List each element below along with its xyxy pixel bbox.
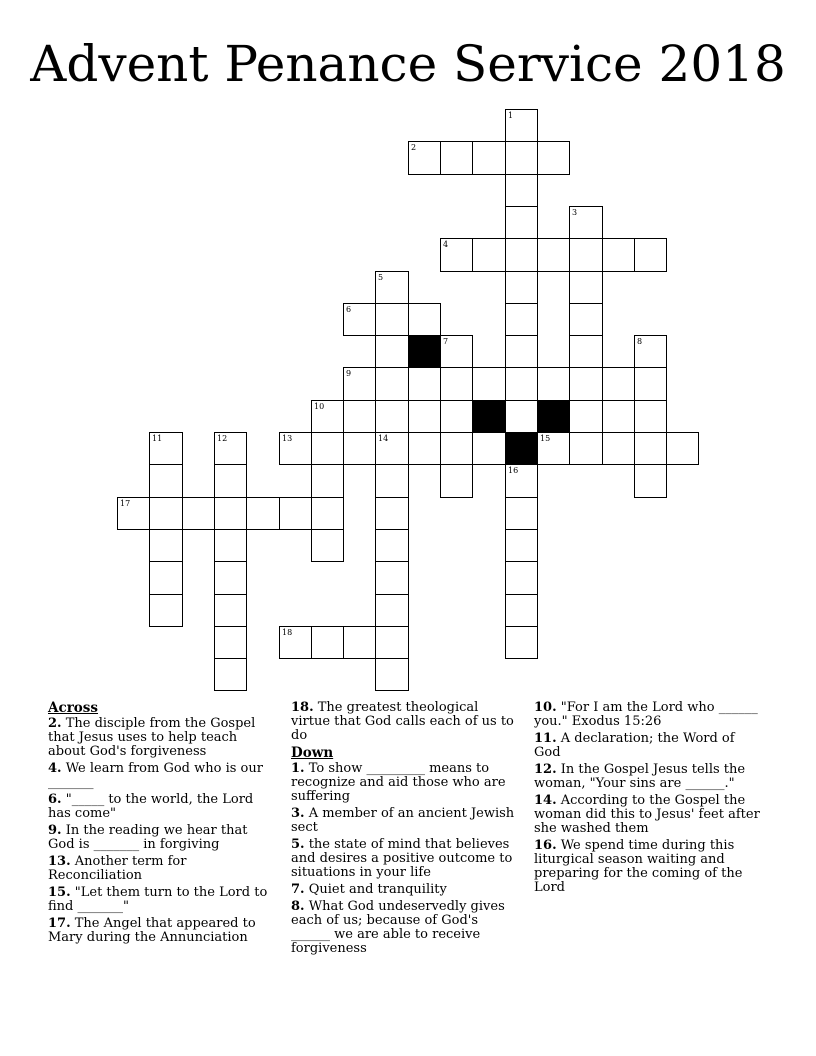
clue-text: The disciple from the Gospel that Jesus uses to help teach about God's forgiveness (48, 716, 256, 759)
clue-label: 16. (534, 838, 557, 853)
clue-number: 5 (378, 273, 384, 282)
grid-cell[interactable] (440, 432, 473, 465)
clue-number: 18 (282, 628, 293, 637)
clue-label: 1. (291, 761, 305, 776)
grid-cell[interactable] (311, 626, 344, 659)
grid-cell[interactable] (375, 464, 409, 498)
clue-number: 6 (346, 305, 352, 314)
clue-number: 12 (217, 434, 228, 443)
grid-cell[interactable] (375, 335, 409, 368)
clue-text: According to the Gospel the woman did this to Jesus' feet after she washed them (534, 793, 760, 836)
grid-cell[interactable] (440, 400, 473, 433)
grid-cell[interactable] (634, 432, 667, 465)
grid-cell[interactable] (505, 174, 538, 207)
clue-number: 13 (282, 434, 293, 443)
grid-cell[interactable] (149, 464, 183, 498)
grid-cell[interactable] (569, 206, 603, 239)
grid-cell[interactable] (569, 303, 603, 336)
across-clue (48, 762, 276, 790)
grid-cell[interactable] (149, 594, 183, 627)
black-cell (472, 400, 506, 433)
clue-text: Quiet and tranquility (304, 882, 447, 897)
grid-cell[interactable] (634, 400, 667, 433)
clue-number: 9 (346, 369, 352, 378)
grid-cell[interactable] (472, 432, 506, 465)
grid-cell[interactable] (408, 432, 441, 465)
clue-text: In the Gospel Jesus tells the woman, "Your sins are ______." (534, 762, 746, 791)
grid-cell[interactable] (408, 141, 441, 175)
grid-cell[interactable] (505, 303, 538, 336)
grid-cell[interactable] (505, 238, 538, 272)
grid-cell[interactable] (375, 497, 409, 530)
across-clue (48, 855, 276, 883)
grid-cell[interactable] (214, 658, 247, 691)
down-clue (291, 807, 519, 835)
clue-label: 13. (48, 854, 71, 869)
clue-text: In the reading we hear that God is _______ in forgiving (48, 823, 248, 852)
grid-cell[interactable] (343, 626, 376, 659)
down-clue (534, 839, 762, 895)
across-clue (48, 824, 276, 852)
grid-cell[interactable] (505, 141, 538, 175)
grid-cell[interactable] (182, 497, 215, 530)
clue-label: 2. (48, 716, 62, 731)
clue-label: 10. (534, 700, 557, 715)
grid-cell[interactable] (634, 335, 667, 368)
down-clue (534, 763, 762, 791)
grid-cell[interactable] (569, 335, 603, 368)
black-cell (408, 335, 441, 368)
grid-cell[interactable] (149, 497, 183, 530)
grid-cell[interactable] (279, 432, 312, 465)
grid-cell[interactable] (279, 626, 312, 659)
clue-number: 2 (411, 143, 417, 152)
grid-cell[interactable] (505, 529, 538, 562)
clue-text: Another term for Reconciliation (48, 854, 187, 883)
down-clue (291, 883, 519, 897)
grid-cell[interactable] (569, 432, 603, 465)
grid-cell[interactable] (343, 303, 376, 336)
grid-cell[interactable] (472, 238, 506, 272)
down-clue (534, 732, 762, 760)
across-clue (48, 793, 276, 821)
grid-cell[interactable] (505, 109, 538, 142)
grid-cell[interactable] (505, 497, 538, 530)
grid-cell[interactable] (311, 497, 344, 530)
black-cell (505, 432, 538, 465)
grid-cell[interactable] (343, 432, 376, 465)
grid-cell[interactable] (505, 206, 538, 239)
clue-label: 11. (534, 731, 557, 746)
grid-cell[interactable] (505, 626, 538, 659)
clue-label: 3. (291, 806, 305, 821)
grid-cell[interactable] (149, 561, 183, 595)
grid-cell[interactable] (634, 367, 667, 401)
black-cell (537, 400, 570, 433)
clue-text: "Let them turn to the Lord to find _______" (48, 885, 268, 914)
grid-cell[interactable] (569, 238, 603, 272)
clue-label: 9. (48, 823, 62, 838)
grid-cell[interactable] (537, 141, 570, 175)
grid-cell[interactable] (569, 271, 603, 304)
clue-label: 6. (48, 792, 62, 807)
grid-cell[interactable] (537, 432, 570, 465)
clue-number: 7 (443, 337, 449, 346)
clue-number: 3 (572, 208, 578, 217)
grid-cell[interactable] (343, 367, 376, 401)
grid-cell[interactable] (311, 432, 344, 465)
grid-cell[interactable] (602, 238, 635, 272)
clue-number: 8 (637, 337, 643, 346)
grid-cell[interactable] (408, 400, 441, 433)
grid-cell[interactable] (537, 367, 570, 401)
grid-cell[interactable] (279, 497, 312, 530)
grid-cell[interactable] (634, 238, 667, 272)
grid-cell[interactable] (505, 594, 538, 627)
grid-cell[interactable] (602, 432, 635, 465)
grid-cell[interactable] (472, 367, 506, 401)
clue-number: 10 (314, 402, 325, 411)
clue-text: What God undeservedly gives each of us; because of God's ______ we are able to receive forgiveness (291, 899, 505, 956)
grid-cell[interactable] (214, 432, 247, 465)
grid-cell[interactable] (214, 464, 247, 498)
grid-cell[interactable] (246, 497, 280, 530)
grid-cell[interactable] (440, 238, 473, 272)
down-clue (291, 762, 519, 804)
grid-cell[interactable] (375, 594, 409, 627)
clue-label: 8. (291, 899, 305, 914)
clue-text: The greatest theological virtue that God calls each of us to do (291, 700, 514, 743)
grid-cell[interactable] (666, 432, 699, 465)
grid-cell[interactable] (375, 626, 409, 659)
clue-text: The Angel that appeared to Mary during the Annunciation (48, 916, 256, 945)
grid-cell[interactable] (375, 529, 409, 562)
across-clue (48, 886, 276, 914)
clue-number: 4 (443, 240, 449, 249)
grid-cell[interactable] (375, 400, 409, 433)
clue-label: 17. (48, 916, 71, 931)
clue-text: We spend time during this liturgical season waiting and preparing for the coming of the Lord (534, 838, 743, 895)
clue-text: A member of an ancient Jewish sect (291, 806, 515, 835)
grid-cell[interactable] (214, 594, 247, 627)
grid-cell[interactable] (117, 497, 150, 530)
grid-cell[interactable] (408, 303, 441, 336)
clue-label: 7. (291, 882, 305, 897)
grid-cell[interactable] (505, 400, 538, 433)
clue-number: 1 (508, 111, 514, 120)
grid-cell[interactable] (375, 271, 409, 304)
grid-cell[interactable] (375, 367, 409, 401)
clue-label: 14. (534, 793, 557, 808)
grid-cell[interactable] (214, 626, 247, 659)
grid-cell[interactable] (375, 561, 409, 595)
grid-cell[interactable] (537, 238, 570, 272)
grid-cell[interactable] (408, 367, 441, 401)
clue-number: 15 (540, 434, 551, 443)
grid-cell[interactable] (149, 432, 183, 465)
grid-cell[interactable] (440, 141, 473, 175)
clue-text: We learn from God who is our _______ (48, 761, 263, 790)
grid-cell[interactable] (375, 432, 409, 465)
grid-cell[interactable] (375, 303, 409, 336)
clue-label: 12. (534, 762, 557, 777)
clue-label: 15. (48, 885, 71, 900)
grid-cell[interactable] (634, 464, 667, 498)
grid-cell[interactable] (440, 335, 473, 368)
clue-text: "For I am the Lord who ______ you." Exodus 15:26 (534, 700, 758, 729)
grid-cell[interactable] (505, 464, 538, 498)
clue-text: the state of mind that believes and desires a positive outcome to situations in your life (291, 837, 513, 880)
down-clue (291, 900, 519, 956)
clues-column-1 (48, 701, 276, 948)
grid-cell[interactable] (505, 561, 538, 595)
across-clue (48, 717, 276, 759)
grid-cell[interactable] (311, 464, 344, 498)
across-clue (291, 701, 519, 743)
grid-cell[interactable] (214, 561, 247, 595)
grid-cell[interactable] (505, 335, 538, 368)
grid-cell[interactable] (311, 400, 344, 433)
clue-text: To show _________ means to recognize and aid those who are suffering (291, 761, 506, 804)
down-clue (534, 701, 762, 729)
clue-number: 14 (378, 434, 389, 443)
grid-cell[interactable] (602, 367, 635, 401)
clue-number: 11 (152, 434, 163, 443)
across-clue (48, 917, 276, 945)
clue-number: 16 (508, 466, 519, 475)
grid-cell[interactable] (214, 529, 247, 562)
grid-cell[interactable] (311, 529, 344, 562)
down-clue (534, 794, 762, 836)
grid-cell[interactable] (343, 400, 376, 433)
grid-cell[interactable] (149, 529, 183, 562)
grid-cell[interactable] (569, 400, 603, 433)
clue-number: 17 (120, 499, 131, 508)
grid-cell[interactable] (440, 464, 473, 498)
grid-cell[interactable] (375, 658, 409, 691)
grid-cell[interactable] (569, 367, 603, 401)
grid-cell[interactable] (472, 141, 506, 175)
clue-text: A declaration; the Word of God (534, 731, 735, 760)
grid-cell[interactable] (214, 497, 247, 530)
across-heading: Across (48, 700, 99, 716)
clue-label: 4. (48, 761, 62, 776)
clues-column-2 (291, 701, 519, 959)
down-heading: Down (291, 745, 334, 761)
clue-label: 18. (291, 700, 314, 715)
page-title: Advent Penance Service 2018 (30, 35, 786, 93)
clues-column-3 (534, 701, 762, 898)
clue-label: 5. (291, 837, 305, 852)
grid-cell[interactable] (440, 367, 473, 401)
down-clue (291, 838, 519, 880)
grid-cell[interactable] (505, 367, 538, 401)
grid-cell[interactable] (505, 271, 538, 304)
clue-text: "_____ to the world, the Lord has come" (48, 792, 254, 821)
